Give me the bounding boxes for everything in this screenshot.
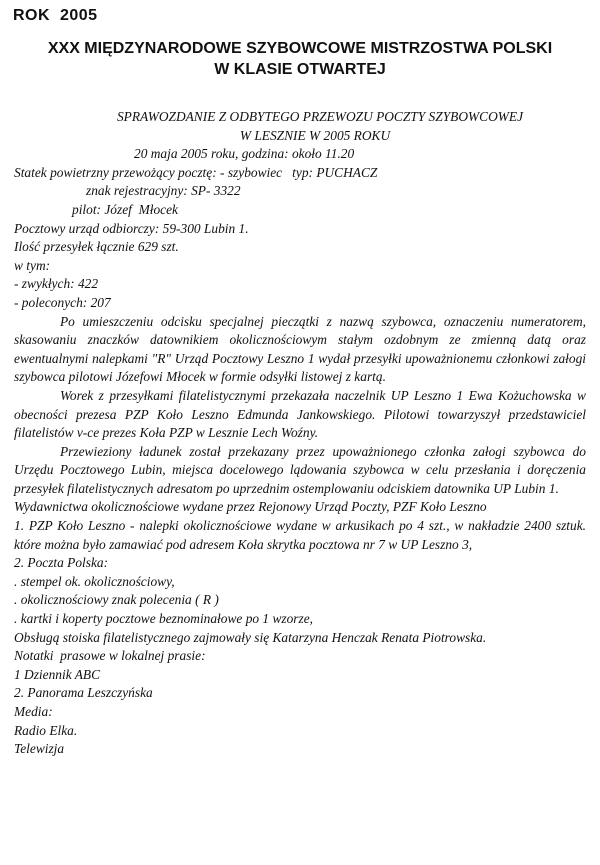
- report-heading-line-1: SPRAWOZDANIE Z ODBYTEGO PRZEWOZU POCZTY SZYBOWCOWEJ: [116, 109, 524, 124]
- pilot-line: pilot: Józef Młocek: [72, 201, 178, 217]
- report-body: [14, 108, 586, 759]
- paragraph-delivery: Przewieziony ładunek został przekazany przez upoważnionego członka załogi szybowca do Urzędu Pocztowego Lubin, miejsca docelowego lądowania szybowca w celu przesłania i doręczenia przesyłek filatelistycznych adresatom po uprzednim ostemplowaniu odciskiem datownika UP Lubin 1.: [14, 443, 586, 496]
- postal-item-cards: . kartki i koperty pocztowe beznominałowe po 1 wzorze,: [14, 611, 314, 627]
- registration-line: znak rejestracyjny: SP- 3322: [86, 183, 241, 199]
- page-title-line-2: W KLASIE OTWARTEJ: [214, 61, 386, 78]
- ordinary-count: - zwykłych: 422: [14, 276, 99, 292]
- page-title-line-1: XXX MIĘDZYNARODOWE SZYBOWCOWE MISTRZOSTWA POLSKI: [47, 40, 553, 57]
- receiving-office-line: Pocztowy urząd odbiorczy: 59-300 Lubin 1.: [14, 220, 249, 236]
- press-item-2: 2. Panorama Leszczyńska: [14, 685, 153, 701]
- year-label: ROK 2005: [13, 7, 98, 24]
- publication-item-2: 2. Poczta Polska:: [14, 555, 109, 571]
- media-label: Media:: [14, 704, 53, 719]
- aircraft-line: Statek powietrzny przewożący pocztę: - szybowiec typ: PUCHACZ: [14, 164, 378, 180]
- total-items-line: Ilość przesyłek łącznie 629 szt.: [14, 239, 179, 255]
- press-intro: Notatki prasowe w lokalnej prasie:: [14, 648, 206, 664]
- paragraph-mailbag: Worek z przesyłkami filatelistycznymi przekazała naczelnik UP Leszno 1 Ewa Kożuchowska w obecności prezesa PZP Koło Leszno Edmunda Jankowskiego. Pilotowi towarzyszył przedstawiciel filatelistów v-ce prezes Koła PZP w Lesznie Lech Woźny.: [14, 387, 586, 441]
- publication-item-1: 1. PZP Koło Leszno - nalepki okolicznościowe wydane w arkusikach po 4 szt., w nakładzie 2400 sztuk. które można było zamawiać pod adresem Koła skrytka pocztowa nr 7 w UP Leszno 3,: [14, 518, 586, 552]
- report-date: 20 maja 2005 roku, godzina: około 11.20: [134, 146, 355, 162]
- report-heading-line-2: W LESZNIE W 2005 ROKU: [239, 127, 391, 143]
- registered-count: - poleconych: 207: [14, 294, 111, 310]
- media-tv: Telewizja: [14, 741, 65, 757]
- press-item-1: 1 Dziennik ABC: [14, 666, 101, 682]
- postal-item-stamp: . stempel ok. okolicznościowy,: [14, 573, 175, 589]
- of-which-label: w tym:: [14, 257, 51, 273]
- paragraph-handover: Po umieszczeniu odcisku specjalnej pieczątki z nazwą szybowca, oznaczeniu numeratorem, skasowaniu znaczków datownikiem okolicznościowym stałym ozdobnym ze zmienną datą oraz ewentualnymi nalepkami "R" Urząd Pocztowy Leszno 1 wydał przesyłki upoważnionemu członkowi załogi szybowca pilotowi Józefowi Młocek w formie odsyłki listowej z kartą.: [14, 313, 586, 385]
- media-radio: Radio Elka.: [14, 722, 78, 738]
- postal-item-r-label: . okolicznościowy znak polecenia ( R ): [14, 592, 219, 608]
- stand-staff-line: Obsługą stoiska filatelistycznego zajmowały się Katarzyna Henczak Renata Piotrowska.: [14, 629, 487, 645]
- publications-intro: Wydawnictwa okolicznościowe wydane przez Rejonowy Urząd Poczty, PZF Koło Leszno: [14, 499, 487, 515]
